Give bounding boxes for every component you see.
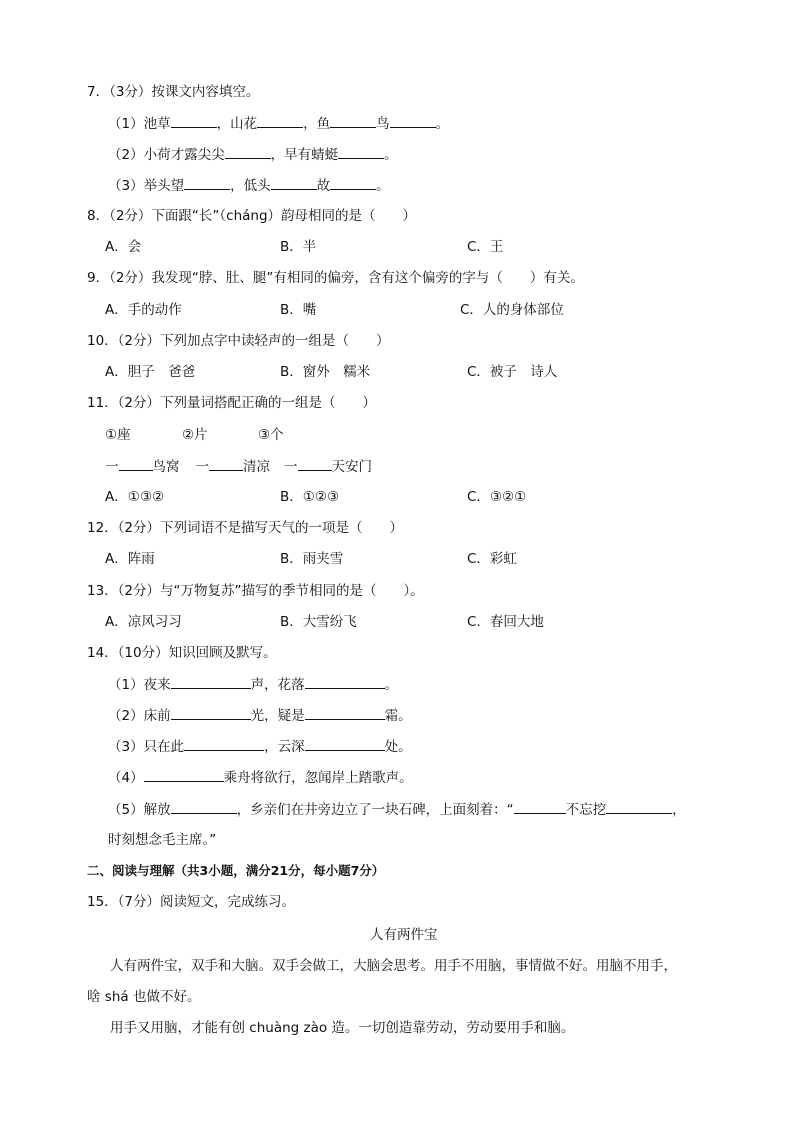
text: （3）举头望 (108, 178, 185, 194)
text: 乘舟将欲行，忽闻岸上踏歌声。 (223, 770, 413, 786)
question-11-word-1: ①座 (105, 427, 131, 443)
text: （3）只在此 (108, 739, 185, 755)
text: 声，花落 (250, 677, 305, 693)
blank[interactable] (119, 456, 153, 471)
blank[interactable] (184, 736, 264, 751)
question-14-line-1 (108, 674, 398, 695)
question-9-option-c[interactable]: C．人的身体部位 (460, 302, 564, 318)
text: ， (672, 802, 686, 818)
question-10-option-b[interactable]: B．窗外 糯米 (280, 364, 371, 380)
blank[interactable] (144, 767, 224, 782)
text: （1）池草 (108, 116, 171, 132)
text: 不忘挖 (565, 802, 607, 818)
question-14-line-5 (108, 799, 686, 820)
blank[interactable] (171, 674, 251, 689)
text: 一 (195, 459, 209, 475)
section-heading: 二、阅读与理解（共3小题，满分21分，每小题7分） (87, 863, 385, 878)
question-9-option-b[interactable]: B．嘴 (280, 302, 317, 318)
question-8-option-b[interactable]: B．半 (280, 239, 317, 255)
text: 天安门 (331, 459, 372, 475)
passage-paragraph-1-line-2: 啥 shá 也做不好。 (87, 989, 201, 1005)
text: 清凉 (243, 459, 270, 475)
blank[interactable] (209, 456, 243, 471)
question-11-option-b[interactable]: B．①②③ (280, 489, 340, 505)
question-11-word-2: ②片 (182, 427, 208, 443)
text: 霜。 (384, 708, 412, 724)
question-7-line-2 (108, 144, 398, 165)
blank[interactable] (171, 799, 237, 814)
text: （4） (108, 770, 144, 786)
question-7-line-1 (108, 113, 449, 134)
text: ，山花 (216, 116, 258, 132)
passage-paragraph-1-line-1: 人有两件宝，双手和大脑。双手会做工，大脑会思考。用手不用脑，事情做不好。用脑不用手， (110, 958, 677, 974)
question-14-line-4 (108, 767, 413, 788)
blank[interactable] (390, 113, 436, 128)
blank[interactable] (606, 799, 672, 814)
question-14-line-6: 时刻想念毛主席。” (108, 832, 217, 848)
question-8-stem: 8．（2分）下面跟“长”（cháng）韵母相同的是（ ） (87, 208, 417, 224)
text: （5）解放 (108, 802, 171, 818)
question-13-option-c[interactable]: C．春回大地 (467, 614, 544, 630)
question-11-option-a[interactable]: A．①③② (105, 489, 165, 505)
text: 。 (384, 147, 398, 163)
question-11-fill-line (105, 456, 372, 477)
text: 。 (384, 677, 399, 693)
question-12-option-c[interactable]: C．彩虹 (467, 551, 517, 567)
passage-title: 人有两件宝 (370, 927, 438, 943)
text: ，低头 (230, 178, 271, 194)
blank[interactable] (338, 144, 384, 159)
blank[interactable] (271, 175, 317, 190)
text: ，早有蜻蜓 (270, 147, 339, 163)
question-12-option-a[interactable]: A．阵雨 (105, 551, 155, 567)
text: 。 (376, 178, 390, 194)
question-15-stem: 15．（7分）阅读短文，完成练习。 (87, 894, 296, 910)
question-9-option-a[interactable]: A．手的动作 (105, 302, 182, 318)
text: 鸟窝 (152, 459, 180, 475)
question-13-stem: 13．（2分）与“万物复苏”描写的季节相同的是（ ）。 (87, 583, 424, 599)
question-14-line-2 (108, 705, 412, 726)
question-14-stem: 14．（10分）知识回顾及默写。 (87, 645, 277, 661)
question-8-option-c[interactable]: C．王 (467, 239, 504, 255)
text: 处。 (384, 739, 412, 755)
question-14-line-3 (108, 736, 412, 757)
text: 故 (316, 178, 331, 194)
question-10-option-a[interactable]: A．胆子 爸爸 (105, 364, 196, 380)
blank[interactable] (330, 113, 376, 128)
text: ，鱼 (303, 116, 331, 132)
question-9-stem: 9．（2分）我发现“脖、肚、腿”有相同的偏旁，含有这个偏旁的字与（ ）有关。 (87, 270, 584, 286)
blank[interactable] (305, 674, 385, 689)
blank[interactable] (184, 175, 230, 190)
question-12-option-b[interactable]: B．雨夹雪 (280, 551, 344, 567)
passage-paragraph-2: 用手又用脑，才能有创 chuàng zào 造。一切创造靠劳动，劳动要用手和脑。 (110, 1020, 575, 1036)
blank[interactable] (298, 456, 332, 471)
question-13-option-a[interactable]: A．凉风习习 (105, 614, 182, 630)
text: ，云深 (264, 739, 305, 755)
text: （2）床前 (108, 708, 171, 724)
question-11-option-c[interactable]: C．③②① (467, 489, 527, 505)
blank[interactable] (305, 705, 385, 720)
question-7-line-3 (108, 175, 390, 196)
text: 。 (435, 116, 450, 132)
blank[interactable] (305, 736, 385, 751)
question-7-stem: 7．（3分）按课文内容填空。 (87, 84, 260, 100)
text: （2）小荷才露尖尖 (108, 147, 225, 163)
blank[interactable] (225, 144, 271, 159)
blank[interactable] (330, 175, 376, 190)
question-11-stem: 11．（2分）下列量词搭配正确的一组是（ ） (87, 395, 377, 411)
question-12-stem: 12．（2分）下列词语不是描写天气的一项是（ ） (87, 520, 404, 536)
blank[interactable] (514, 799, 566, 814)
text: 光，疑是 (250, 708, 305, 724)
text: 鸟 (376, 116, 390, 132)
blank[interactable] (171, 113, 217, 128)
text: 一 (284, 459, 298, 475)
text: ，乡亲们在井旁边立了一块石碑，上面刻着：“ (236, 802, 514, 818)
text: 一 (105, 459, 119, 475)
text: （1）夜来 (108, 677, 171, 693)
question-8-option-a[interactable]: A．会 (105, 239, 142, 255)
question-10-stem: 10．（2分）下列加点字中读轻声的一组是（ ） (87, 333, 390, 349)
blank[interactable] (257, 113, 303, 128)
question-10-option-c[interactable]: C．被子 诗人 (467, 364, 558, 380)
blank[interactable] (171, 705, 251, 720)
question-13-option-b[interactable]: B．大雪纷飞 (280, 614, 357, 630)
question-11-word-3: ③个 (258, 427, 284, 443)
